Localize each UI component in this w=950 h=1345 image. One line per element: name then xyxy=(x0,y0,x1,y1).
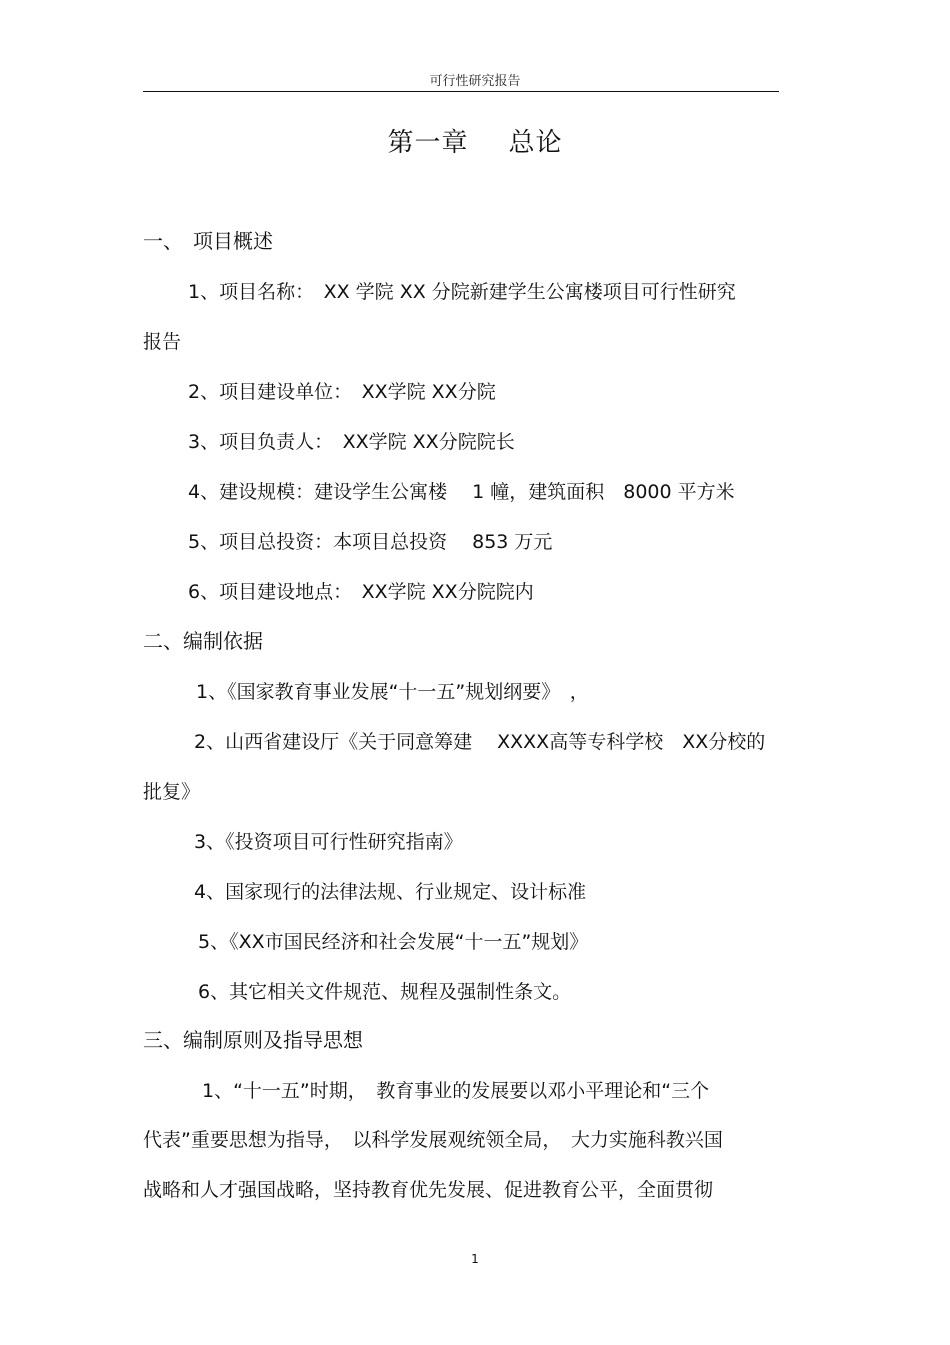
paragraph-line: 4、建设规模：建设学生公寓楼 1 幢，建筑面积 8000 平方米 xyxy=(188,481,735,503)
paragraph-line: 2、山西省建设厅《关于同意筹建 XXXX高等专科学校 XX分校的 xyxy=(194,731,766,753)
paragraph-line: 1、项目名称： XX 学院 XX 分院新建学生公寓楼项目可行性研究 xyxy=(188,281,736,303)
running-header: 可行性研究报告 xyxy=(429,74,521,89)
section-heading-overview: 一、 项目概述 xyxy=(143,229,273,253)
paragraph-line: 6、其它相关文件规范、规程及强制性条文。 xyxy=(198,981,572,1003)
paragraph-line: 5、《XX市国民经济和社会发展“十一五”规划》 xyxy=(198,931,589,953)
chapter-label: 第一章 xyxy=(387,128,469,158)
header-rule xyxy=(143,91,779,92)
paragraph-line: 5、项目总投资：本项目总投资 853 万元 xyxy=(188,531,553,553)
paragraph-line: 批复》 xyxy=(143,781,201,803)
paragraph-line: 报告 xyxy=(143,331,182,353)
page-number: 1 xyxy=(471,1252,479,1266)
paragraph-line: 1、“十一五”时期， 教育事业的发展要以邓小平理论和“三个 xyxy=(202,1080,710,1102)
paragraph-line: 6、项目建设地点： XX学院 XX分院院内 xyxy=(188,581,534,603)
paragraph-line: 1、《国家教育事业发展“十一五”规划纲要》 ， xyxy=(196,681,589,703)
paragraph-line: 3、《投资项目可行性研究指南》 xyxy=(194,831,463,853)
paragraph-line: 2、项目建设单位： XX学院 XX分院 xyxy=(188,381,496,403)
chapter-title xyxy=(0,122,950,159)
section-heading-principles: 三、编制原则及指导思想 xyxy=(143,1028,363,1052)
section-heading-basis: 二、编制依据 xyxy=(143,629,263,653)
paragraph-line: 4、国家现行的法律法规、行业规定、设计标准 xyxy=(194,881,587,903)
paragraph-line: 代表”重要思想为指导， 以科学发展观统领全局， 大力实施科教兴国 xyxy=(143,1129,723,1151)
paragraph-line: 3、项目负责人： XX学院 XX分院院长 xyxy=(188,431,515,453)
chapter-heading: 总论 xyxy=(508,128,563,158)
paragraph-line: 战略和人才强国战略，坚持教育优先发展、促进教育公平，全面贯彻 xyxy=(143,1179,714,1201)
